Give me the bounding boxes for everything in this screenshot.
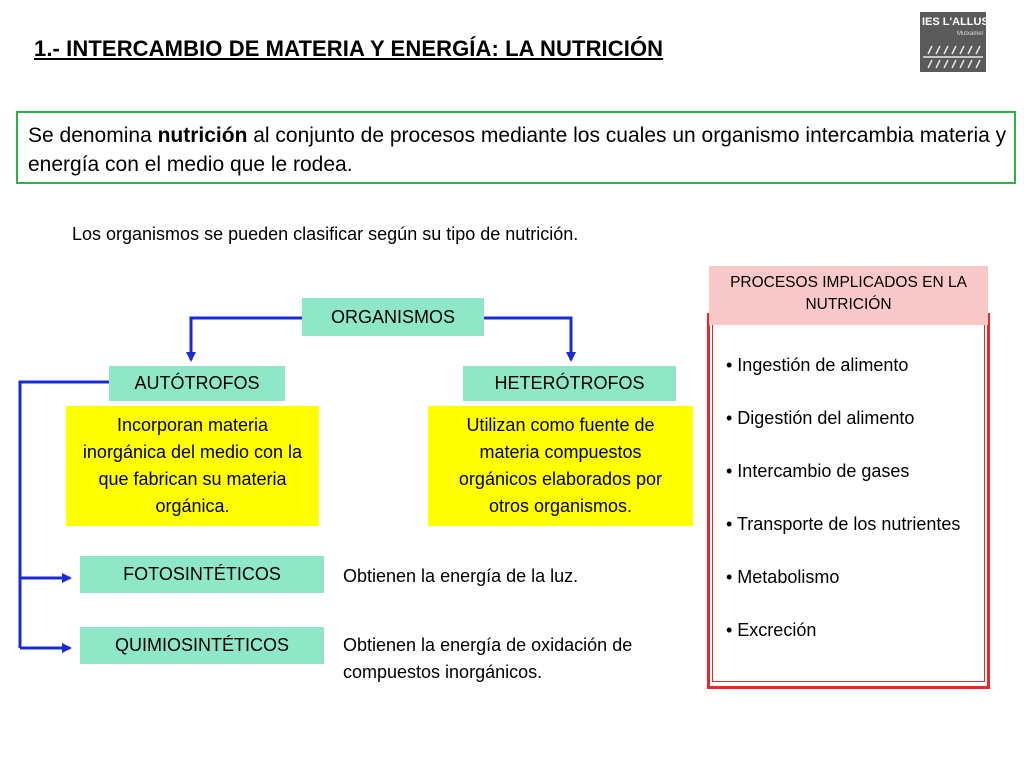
node-autotrofos: AUTÓTROFOS [109,366,285,401]
quimiosinteticos-description: Obtienen la energía de oxidación de compuestos inorgánicos. [343,635,633,682]
process-item: • Ingestión de alimento [726,355,909,375]
processes-heading: PROCESOS IMPLICADOS EN LA NUTRICIÓN [709,266,988,325]
definition-text-2: al conjunto de procesos mediante los cuales un organismo intercambia materia y energía con el medio que le rodea. [28,124,1007,176]
autotrofos-description: Incorporan materia inorgánica del medio con la que fabrican su materia orgánica. [66,406,319,526]
definition-text-1: Se denomina [28,124,158,147]
processes-list [726,352,981,670]
page-title: 1.- INTERCAMBIO DE MATERIA Y ENERGÍA: LA NUTRICIÓN [34,36,664,61]
heterotrofos-description: Utilizan como fuente de materia compuestos orgánicos elaborados por otros organismos. [428,406,693,526]
logo-sub: Mutxamel [956,31,983,37]
process-item: • Excreción [726,620,817,640]
intro-text: Los organismos se pueden clasificar según su tipo de nutrición. [72,224,579,244]
process-item: • Digestión del alimento [726,408,915,428]
node-organismos: ORGANISMOS [302,298,484,336]
definition-keyword: nutrición [157,124,248,147]
node-fotosinteticos: FOTOSINTÉTICOS [80,556,324,593]
logo-name: IES L'ALLUSSER [922,16,1012,28]
process-item: • Intercambio de gases [726,461,910,481]
node-heterotrofos: HETERÓTROFOS [463,366,676,401]
arrow-to-heterotrofos [484,318,571,360]
process-item: • Metabolismo [726,567,840,587]
fotosinteticos-description: Obtienen la energía de la luz. [343,566,579,586]
process-item: • Transporte de los nutrientes [726,514,961,534]
node-quimiosinteticos: QUIMIOSINTÉTICOS [80,627,324,664]
arrow-to-autotrofos [191,318,302,360]
